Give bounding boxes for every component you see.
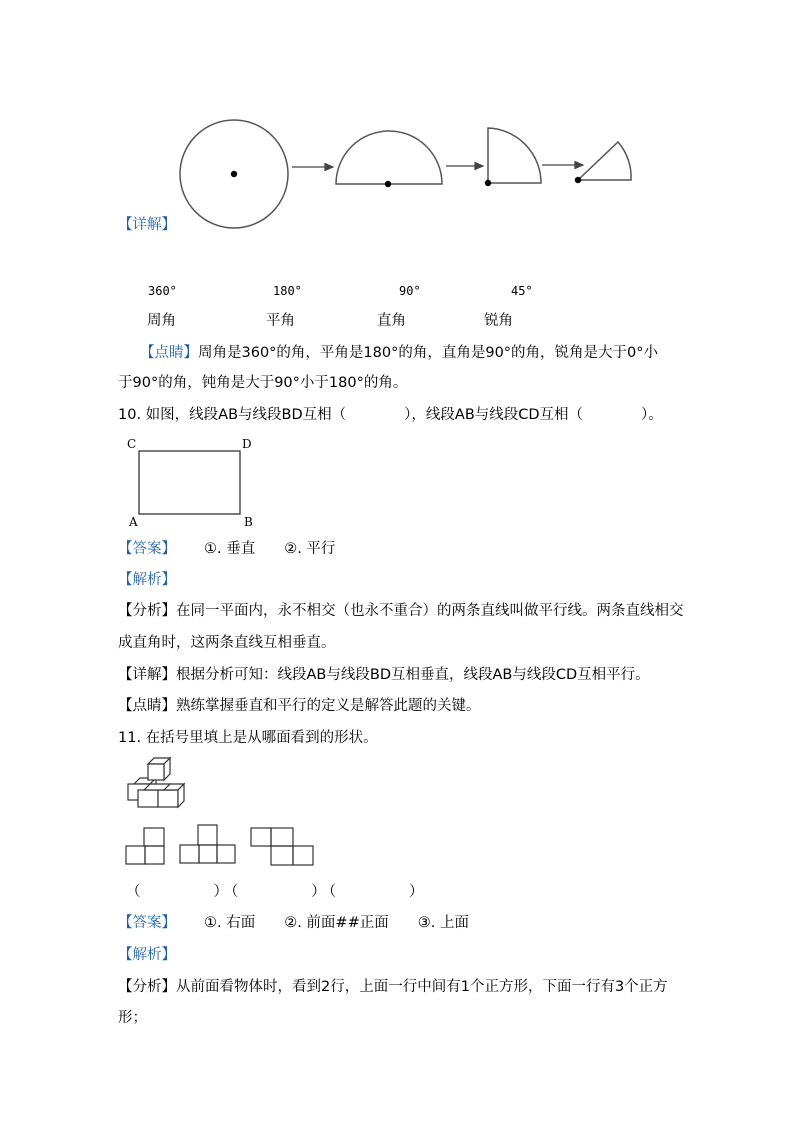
tip-text: 熟练掌握垂直和平行的定义是解答此题的关键。 — [176, 698, 481, 714]
center-dot — [385, 181, 391, 187]
answer-label: 【答案】 — [118, 915, 176, 931]
tip-line: 于90°的角，钝角是大于90°小于180°的角。 — [118, 375, 408, 391]
tip-text: 周角是360°的角，平角是180°的角，直角是90°的角，锐角是大于0°小 — [198, 345, 659, 361]
analysis-line: 成直角时，这两条直线互相垂直。 — [118, 635, 336, 651]
analysis-line — [118, 601, 684, 621]
view-right — [126, 828, 164, 864]
answer-line — [118, 913, 469, 933]
view-top — [251, 828, 313, 865]
angle-name: 周角 — [147, 313, 176, 329]
center-dot — [575, 177, 581, 183]
tip-label: 【点睛】 — [118, 698, 176, 714]
fenxi-label: 【分析】 — [118, 603, 176, 619]
question-11: 11. 在括号里填上是从哪面看到的形状。 — [118, 730, 378, 746]
answer-text: ①. 右面 ②. 前面##正面 ③. 上面 — [204, 915, 469, 931]
degree-label: 45° — [511, 284, 533, 298]
answer-line — [118, 539, 335, 559]
angle-name: 锐角 — [484, 313, 513, 329]
sector-45 — [578, 142, 631, 180]
center-dot — [485, 180, 491, 186]
rectangle-cdab — [139, 451, 240, 514]
detail-label: 【详解】 — [118, 667, 176, 683]
angle-name: 平角 — [266, 313, 295, 329]
answer-text: ①. 垂直 ②. 平行 — [204, 541, 336, 557]
answer-blanks: （ ）（ ）（ ） — [126, 884, 427, 900]
arrow-head — [575, 162, 583, 169]
vertex-d: D — [242, 437, 252, 451]
arrow-head — [475, 163, 483, 170]
degree-label: 90° — [399, 284, 421, 298]
tip-line — [118, 696, 481, 716]
quarter-circle — [488, 128, 541, 183]
question-10: 10. 如图，线段AB与线段BD互相（ ），线段AB与线段CD互相（ ）。 — [118, 407, 663, 423]
vertex-c: C — [127, 437, 137, 451]
fenxi-text: 在同一平面内，永不相交（也永不重合）的两条直线叫做平行线。两条直线相交 — [176, 603, 684, 619]
degree-label: 180° — [273, 284, 302, 298]
detail-text: 根据分析可知：线段AB与线段BD互相垂直，线段AB与线段CD互相平行。 — [176, 667, 650, 683]
rectangle-figure — [0, 430, 794, 530]
analysis-label: 【解析】 — [118, 572, 176, 588]
vertex-a: A — [129, 515, 138, 529]
tip-label: 【点睛】 — [140, 345, 198, 361]
view-shapes — [0, 820, 794, 880]
tip-line — [140, 343, 658, 363]
detail-line — [118, 665, 650, 685]
vertex-b: B — [244, 515, 253, 529]
fenxi-text: 从前面看物体时，看到2行，上面一行中间有1个正方形，下面一行有3个正方 — [176, 979, 668, 995]
center-dot — [231, 171, 237, 177]
fenxi-label: 【分析】 — [118, 979, 176, 995]
analysis-line: 形； — [118, 1010, 147, 1026]
answer-label: 【答案】 — [118, 541, 176, 557]
semicircle — [336, 131, 442, 184]
view-front — [180, 825, 235, 863]
cube-stack-figure — [0, 755, 794, 815]
analysis-label: 【解析】 — [118, 947, 176, 963]
analysis-line — [118, 977, 668, 997]
degree-label: 360° — [148, 284, 177, 298]
arrow-head — [325, 164, 333, 171]
angle-name: 直角 — [377, 313, 406, 329]
angle-transform-figure — [0, 0, 794, 240]
detail-label: 【详解】 — [118, 217, 176, 233]
